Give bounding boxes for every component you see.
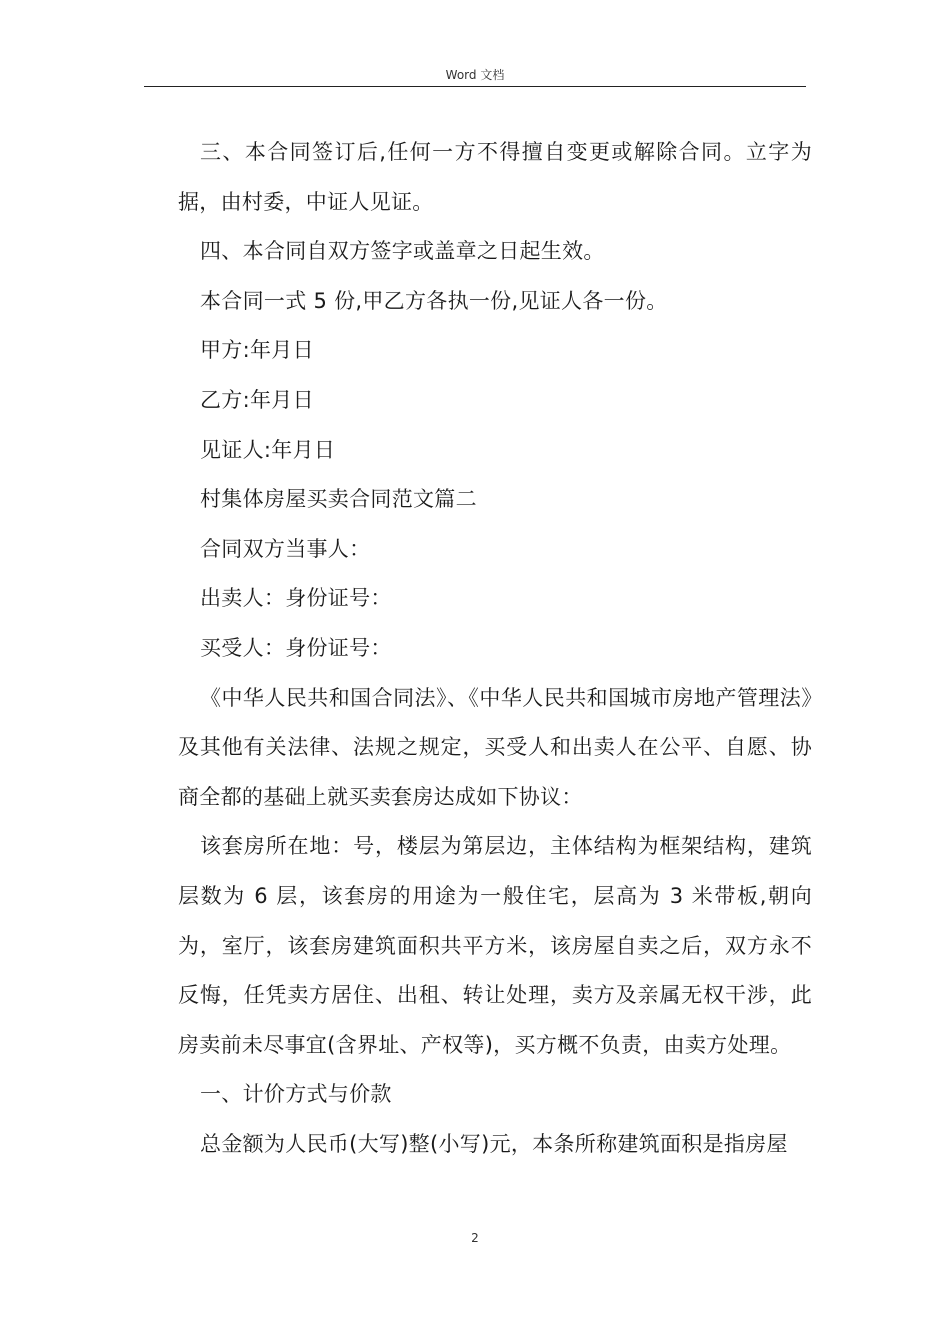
signature-witness: 见证人:年月日 xyxy=(200,437,336,462)
document-body xyxy=(178,128,812,1169)
page-header: Word 文档 xyxy=(445,68,505,82)
header-divider xyxy=(144,86,806,87)
paragraph-clause-3: 三、本合同签订后,任何一方不得擅自变更或解除合同。立字为据，由村委，中证人见证。 xyxy=(178,140,812,214)
seller-line: 出卖人：身份证号： xyxy=(200,586,392,611)
signature-party-b: 乙方:年月日 xyxy=(200,387,314,412)
paragraph-copies: 本合同一式 5 份,甲乙方各执一份,见证人各一份。 xyxy=(200,288,668,313)
total-amount-paragraph: 总金额为人民币(大写)整(小写)元，本条所称建筑面积是指房屋 xyxy=(200,1131,788,1156)
section-title: 村集体房屋买卖合同范文篇二 xyxy=(200,487,477,512)
pricing-heading: 一、计价方式与价款 xyxy=(200,1082,392,1107)
property-description-paragraph: 该套房所在地：号，楼层为第层边，主体结构为框架结构，建筑层数为 6 层，该套房的用途为一般住宅，层高为 3 米带板,朝向为，室厅，该套房建筑面积共平方米，该房屋自卖之后，双方永不反悔，任凭卖方居住、出租、转让处理，卖方及亲属无权干涉，此房卖前未尽事宜(含界址、产权等)，买方概不负责，由卖方处理。 xyxy=(178,834,812,1057)
signature-party-a: 甲方:年月日 xyxy=(200,338,314,363)
legal-basis-paragraph: 《中华人民共和国合同法》、《中华人民共和国城市房地产管理法》及其他有关法律、法规之规定，买受人和出卖人在公平、自愿、协商全都的基础上就买卖套房达成如下协议： xyxy=(178,685,812,809)
page-number: 2 xyxy=(471,1231,479,1245)
buyer-line: 买受人：身份证号： xyxy=(200,635,392,660)
parties-heading: 合同双方当事人： xyxy=(200,536,371,561)
paragraph-clause-4: 四、本合同自双方签字或盖章之日起生效。 xyxy=(200,239,605,264)
